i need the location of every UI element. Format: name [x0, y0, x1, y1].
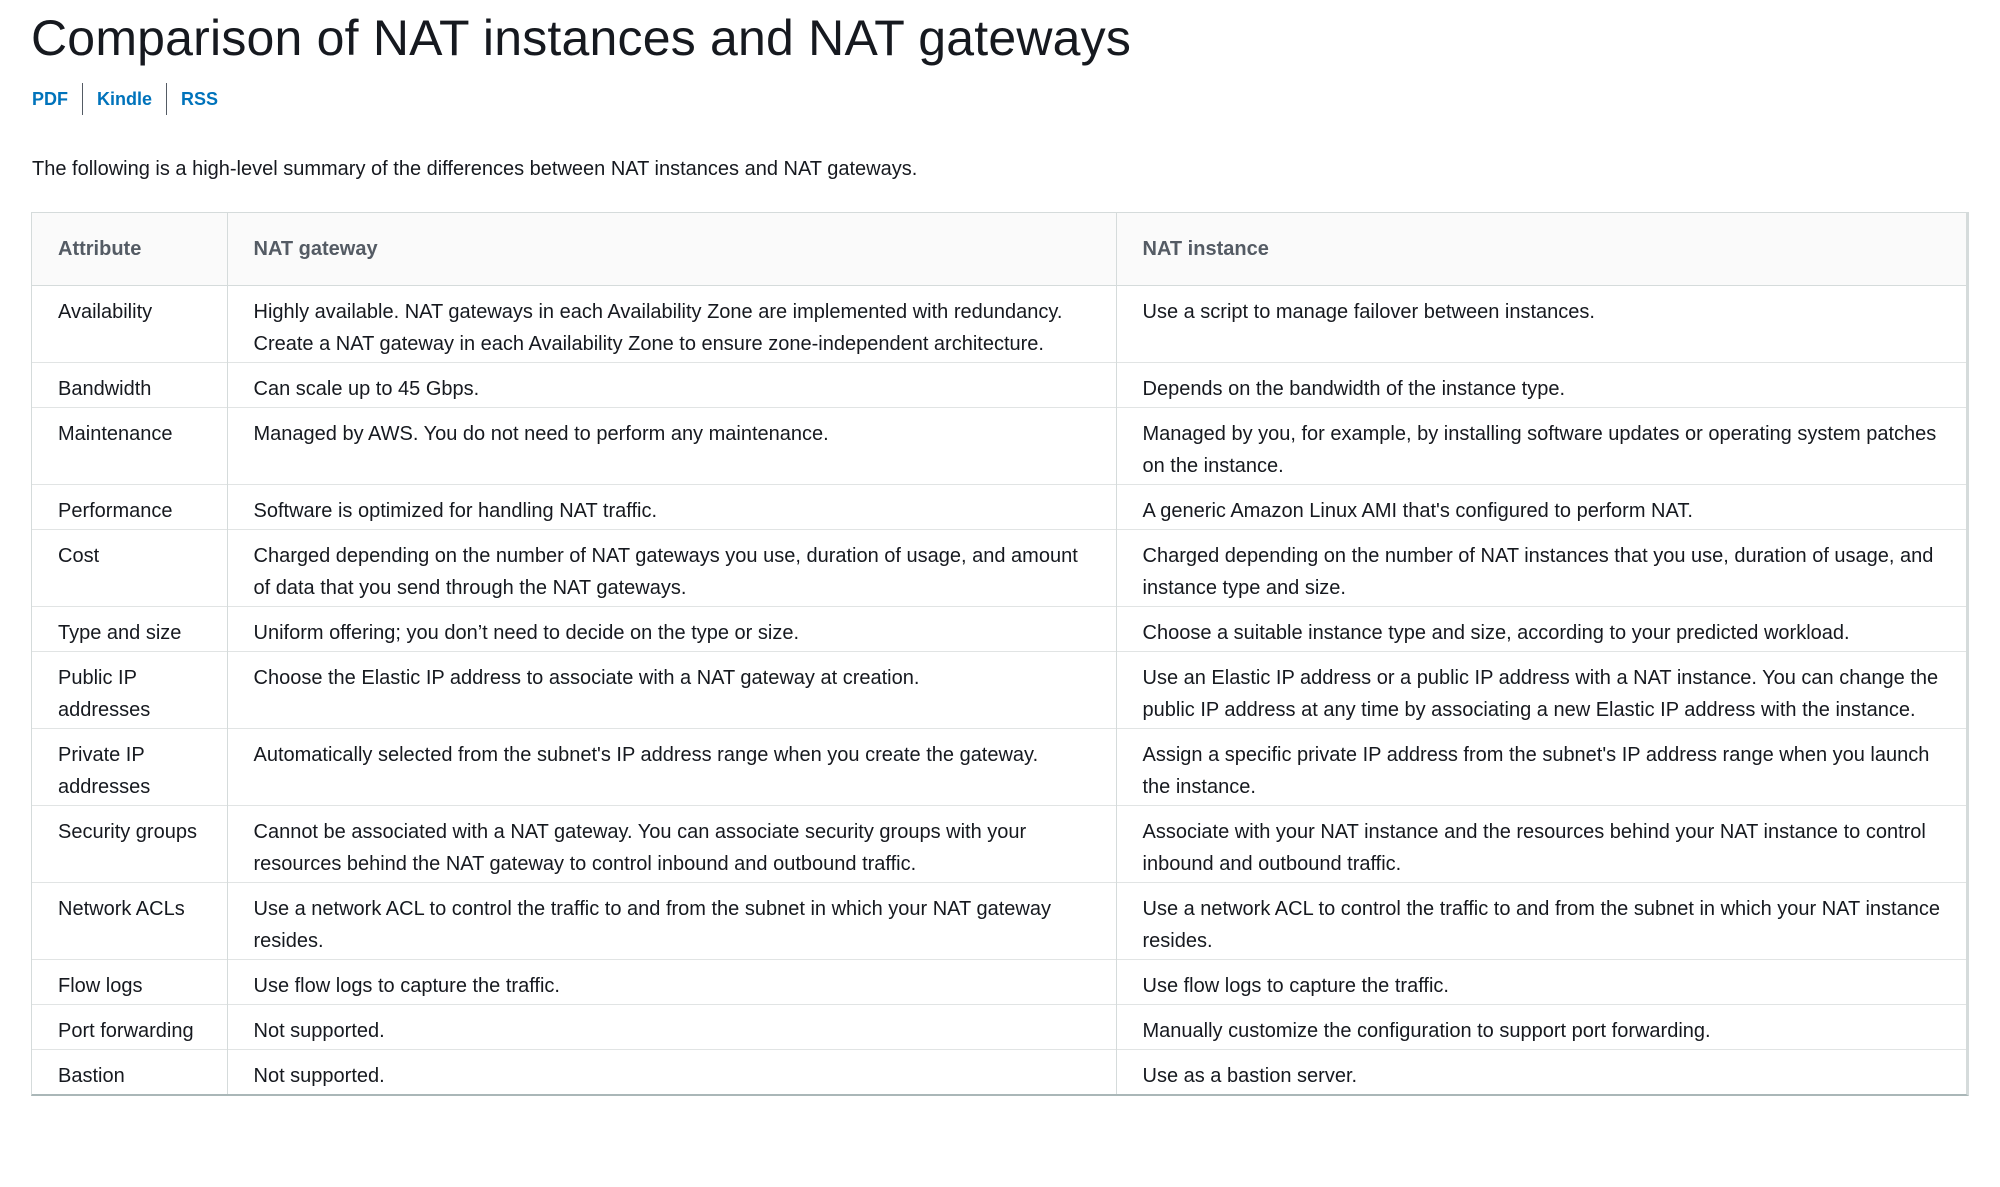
pdf-link[interactable]: PDF: [32, 89, 68, 109]
table-row: [32, 960, 1966, 1005]
cell-attribute: Network ACLs: [32, 883, 227, 960]
comparison-table: [32, 213, 1966, 1094]
cell-attribute: Port forwarding: [32, 1005, 227, 1050]
cell-nat-gateway: Choose the Elastic IP address to associate with a NAT gateway at creation.: [227, 652, 1116, 729]
cell-attribute: Cost: [32, 530, 227, 607]
cell-nat-gateway: Cannot be associated with a NAT gateway. You can associate security groups with your resources behind the NAT gateway to control inbound and outbound traffic.: [227, 806, 1116, 883]
cell-nat-instance: Use an Elastic IP address or a public IP address with a NAT instance. You can change the public IP address at any time by associating a new Elastic IP address with the instance.: [1116, 652, 1966, 729]
doc-links: [32, 82, 232, 116]
cell-nat-gateway: Use flow logs to capture the traffic.: [227, 960, 1116, 1005]
cell-nat-gateway: Can scale up to 45 Gbps.: [227, 363, 1116, 408]
table-row: [32, 408, 1966, 485]
table-row: [32, 363, 1966, 408]
comparison-table-container: [31, 212, 1969, 1096]
cell-nat-gateway: Software is optimized for handling NAT traffic.: [227, 485, 1116, 530]
cell-attribute: Type and size: [32, 607, 227, 652]
table-row: [32, 883, 1966, 960]
cell-nat-instance: Depends on the bandwidth of the instance type.: [1116, 363, 1966, 408]
cell-nat-gateway: Highly available. NAT gateways in each Availability Zone are implemented with redundancy. Create a NAT gateway in each Availability Zone to ensure zone-independent architecture.: [227, 286, 1116, 363]
table-row: [32, 652, 1966, 729]
intro-paragraph: The following is a high-level summary of the differences between NAT instances and NAT gateways.: [32, 158, 918, 180]
cell-attribute: Private IP addresses: [32, 729, 227, 806]
header-attribute: Attribute: [32, 213, 227, 286]
cell-nat-gateway: Managed by AWS. You do not need to perform any maintenance.: [227, 408, 1116, 485]
table-row: [32, 729, 1966, 806]
cell-nat-instance: Use as a bastion server.: [1116, 1050, 1966, 1095]
cell-attribute: Availability: [58, 301, 153, 323]
table-row: [32, 1050, 1966, 1095]
rss-link[interactable]: RSS: [181, 89, 219, 109]
cell-nat-instance: Associate with your NAT instance and the resources behind your NAT instance to control inbound and outbound traffic.: [1116, 806, 1966, 883]
cell-nat-instance: Use a network ACL to control the traffic to and from the subnet in which your NAT instance resides.: [1116, 883, 1966, 960]
header-nat-gateway: NAT gateway: [227, 213, 1116, 286]
cell-nat-gateway: Automatically selected from the subnet's IP address range when you create the gateway.: [227, 729, 1116, 806]
page-title: Comparison of NAT instances and NAT gateways: [31, 10, 1132, 66]
cell-nat-instance: Managed by you, for example, by installing software updates or operating system patches on the instance.: [1116, 408, 1966, 485]
table-row: [32, 530, 1966, 607]
table-row: [32, 607, 1966, 652]
cell-nat-instance: Charged depending on the number of NAT instances that you use, duration of usage, and instance type and size.: [1116, 530, 1966, 607]
cell-attribute: Bandwidth: [32, 363, 227, 408]
cell-nat-gateway: Not supported.: [227, 1005, 1116, 1050]
cell-nat-instance: Manually customize the configuration to support port forwarding.: [1116, 1005, 1966, 1050]
cell-attribute: Bastion: [32, 1050, 227, 1095]
cell-nat-gateway: Use a network ACL to control the traffic to and from the subnet in which your NAT gateway resides.: [227, 883, 1116, 960]
cell-nat-instance: Assign a specific private IP address from the subnet's IP address range when you launch the instance.: [1116, 729, 1966, 806]
cell-nat-gateway: Uniform offering; you don’t need to decide on the type or size.: [227, 607, 1116, 652]
cell-attribute: Performance: [32, 485, 227, 530]
cell-attribute: Security groups: [32, 806, 227, 883]
cell-attribute: Public IP addresses: [32, 652, 227, 729]
table-row: [32, 485, 1966, 530]
cell-nat-instance: Use flow logs to capture the traffic.: [1116, 960, 1966, 1005]
cell-attribute: Maintenance: [32, 408, 227, 485]
table-header-row: [32, 213, 1966, 286]
cell-nat-gateway: Charged depending on the number of NAT gateways you use, duration of usage, and amount of data that you send through the NAT gateways.: [227, 530, 1116, 607]
cell-nat-instance: Choose a suitable instance type and size, according to your predicted workload.: [1116, 607, 1966, 652]
cell-nat-instance: Use a script to manage failover between instances.: [1116, 286, 1966, 363]
header-nat-instance: NAT instance: [1116, 213, 1966, 286]
kindle-link[interactable]: Kindle: [97, 89, 153, 109]
table-row: [32, 286, 1966, 363]
table-row: [32, 1005, 1966, 1050]
cell-attribute: Flow logs: [32, 960, 227, 1005]
cell-nat-gateway: Not supported.: [227, 1050, 1116, 1095]
cell-nat-instance: A generic Amazon Linux AMI that's configured to perform NAT.: [1116, 485, 1966, 530]
table-row: [32, 806, 1966, 883]
